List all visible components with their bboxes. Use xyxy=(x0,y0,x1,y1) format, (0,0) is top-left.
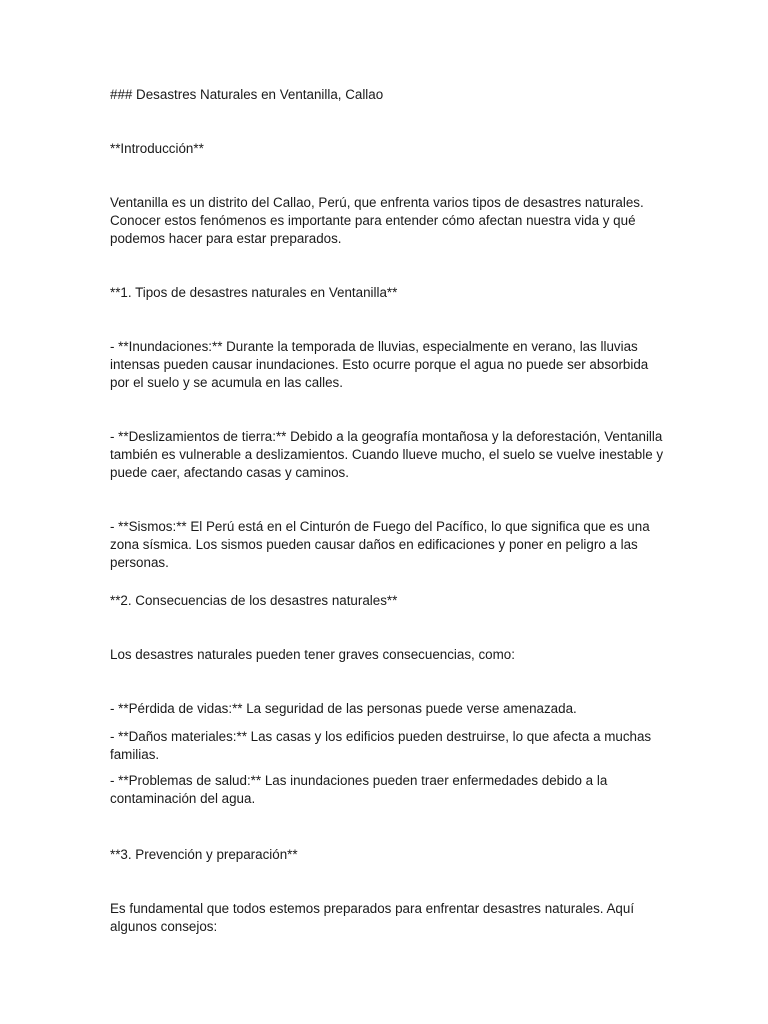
section-3-heading: **3. Prevención y preparación** xyxy=(110,847,298,862)
list-item-sismos: - **Sismos:** El Perú está en el Cinturón de Fuego del Pacífico, lo que significa que es una zona sísmica. Los sismos pueden causar daños en edificaciones y poner en peligro a las personas. xyxy=(110,519,650,570)
section-2-heading: **2. Consecuencias de los desastres naturales** xyxy=(110,593,398,608)
list-item-perdida-de-vidas: - **Pérdida de vidas:** La seguridad de las personas puede verse amenazada. xyxy=(110,701,577,716)
list-item-danos-materiales: - **Daños materiales:** Las casas y los edificios pueden destruirse, lo que afecta a muchas familias. xyxy=(110,729,652,762)
section-2-intro: Los desastres naturales pueden tener graves consecuencias, como: xyxy=(110,647,515,662)
list-item-deslizamientos: - **Deslizamientos de tierra:** Debido a la geografía montañosa y la deforestación, Ventanilla también es vulnerable a deslizamientos. Cuando llueve mucho, el suelo se vuelve inestable y puede caer, afectando casas y caminos. xyxy=(110,429,664,480)
list-item-inundaciones: - **Inundaciones:** Durante la temporada de lluvias, especialmente en verano, las lluvias intensas pueden causar inundaciones. Esto ocurre porque el agua no puede ser absorbida por el suelo y se acumula en las calles. xyxy=(110,339,649,390)
list-item-problemas-de-salud: - **Problemas de salud:** Las inundaciones pueden traer enfermedades debido a la contaminación del agua. xyxy=(110,773,608,806)
document-title: ### Desastres Naturales en Ventanilla, Callao xyxy=(110,87,384,102)
section-3-intro: Es fundamental que todos estemos preparados para enfrentar desastres naturales. Aquí algunos consejos: xyxy=(110,901,635,934)
section-1-heading: **1. Tipos de desastres naturales en Ventanilla** xyxy=(110,285,398,300)
intro-heading: **Introducción** xyxy=(110,141,204,156)
intro-paragraph: Ventanilla es un distrito del Callao, Perú, que enfrenta varios tipos de desastres naturales. Conocer estos fenómenos es importante para entender cómo afectan nuestra vida y qué podemos hacer para estar preparados. xyxy=(110,195,644,246)
